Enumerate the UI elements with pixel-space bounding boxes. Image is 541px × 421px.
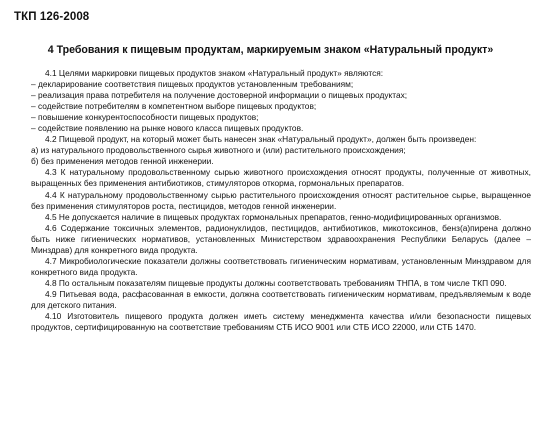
- document-code: ТКП 126-2008: [14, 11, 90, 23]
- paragraph-4-7: 4.7 Микробиологические показатели должны соответствовать гигиеническим нормативам, установленным Минздравом для конкретного вида продукта.: [31, 255, 531, 277]
- paragraph-4-3: 4.3 К натуральному продовольственному сырью животного происхождения относят продукты, полученные от животных, выращенных без применения антибиотиков, стимуляторов откорма, гормональных препаратов.: [31, 167, 531, 189]
- list-item: – содействие появлению на рынке нового класса пищевых продуктов.: [31, 123, 531, 134]
- list-item: – декларирование соответствия пищевых продуктов установленным требованиям;: [31, 79, 531, 90]
- list-item: – повышение конкурентоспособности пищевых продуктов;: [31, 112, 531, 123]
- paragraph-4-9: 4.9 Питьевая вода, расфасованная в емкости, должна соответствовать гигиеническим нормативам, предъявляемым к воде для детского питания.: [31, 288, 531, 310]
- paragraph-4-5: 4.5 Не допускается наличие в пищевых продуктах гормональных препаратов, генно-модифицированных организмов.: [45, 211, 502, 222]
- list-item: – реализация права потребителя на получение достоверной информации о пищевых продуктах;: [31, 90, 531, 101]
- section-title: 4 Требования к пищевым продуктам, маркируемым знаком «Натуральный продукт»: [47, 44, 494, 56]
- paragraph-4-8: 4.8 По остальным показателям пищевые продукты должны соответствовать требованиям ТНПА, в том числе ТКП 090.: [45, 277, 507, 288]
- section-body: [31, 68, 531, 333]
- paragraph-4-6: 4.6 Содержание токсичных элементов, радионуклидов, пестицидов, антибиотиков, микотоксинов, бенз(а)пирена должно быть ниже гигиенических нормативов, установленных Министерством здравоохранения Республики Беларусь (далее – Минздрав) для конкретного вида продукта.: [31, 222, 531, 255]
- paragraph-4-10: 4.10 Изготовитель пищевого продукта должен иметь систему менеджмента качества и/или безопасности пищевых продуктов, сертифицированную на соответствие требованиям СТБ ИСО 9001 или СТБ ИСО 22000, или СТБ 1470.: [31, 311, 531, 333]
- paragraph-4-2: 4.2 Пищевой продукт, на который может быть нанесен знак «Натуральный продукт», должен быть произведен:: [45, 134, 477, 145]
- list-item-b: б) без применения методов генной инженерии.: [31, 156, 214, 167]
- list-item: – содействие потребителям в компетентном выборе пищевых продуктов;: [31, 101, 531, 112]
- paragraph-4-1: 4.1 Целями маркировки пищевых продуктов знаком «Натуральный продукт» являются:: [45, 68, 384, 78]
- paragraph-4-4: 4.4 К натуральному продовольственному сырью растительного происхождения относят растительное сырье, выращенное без применения стимуляторов роста, пестицидов, методов генной инженерии.: [31, 189, 531, 211]
- list-item-a: а) из натурального продовольственного сырья животного и (или) растительного происхождения;: [31, 145, 406, 156]
